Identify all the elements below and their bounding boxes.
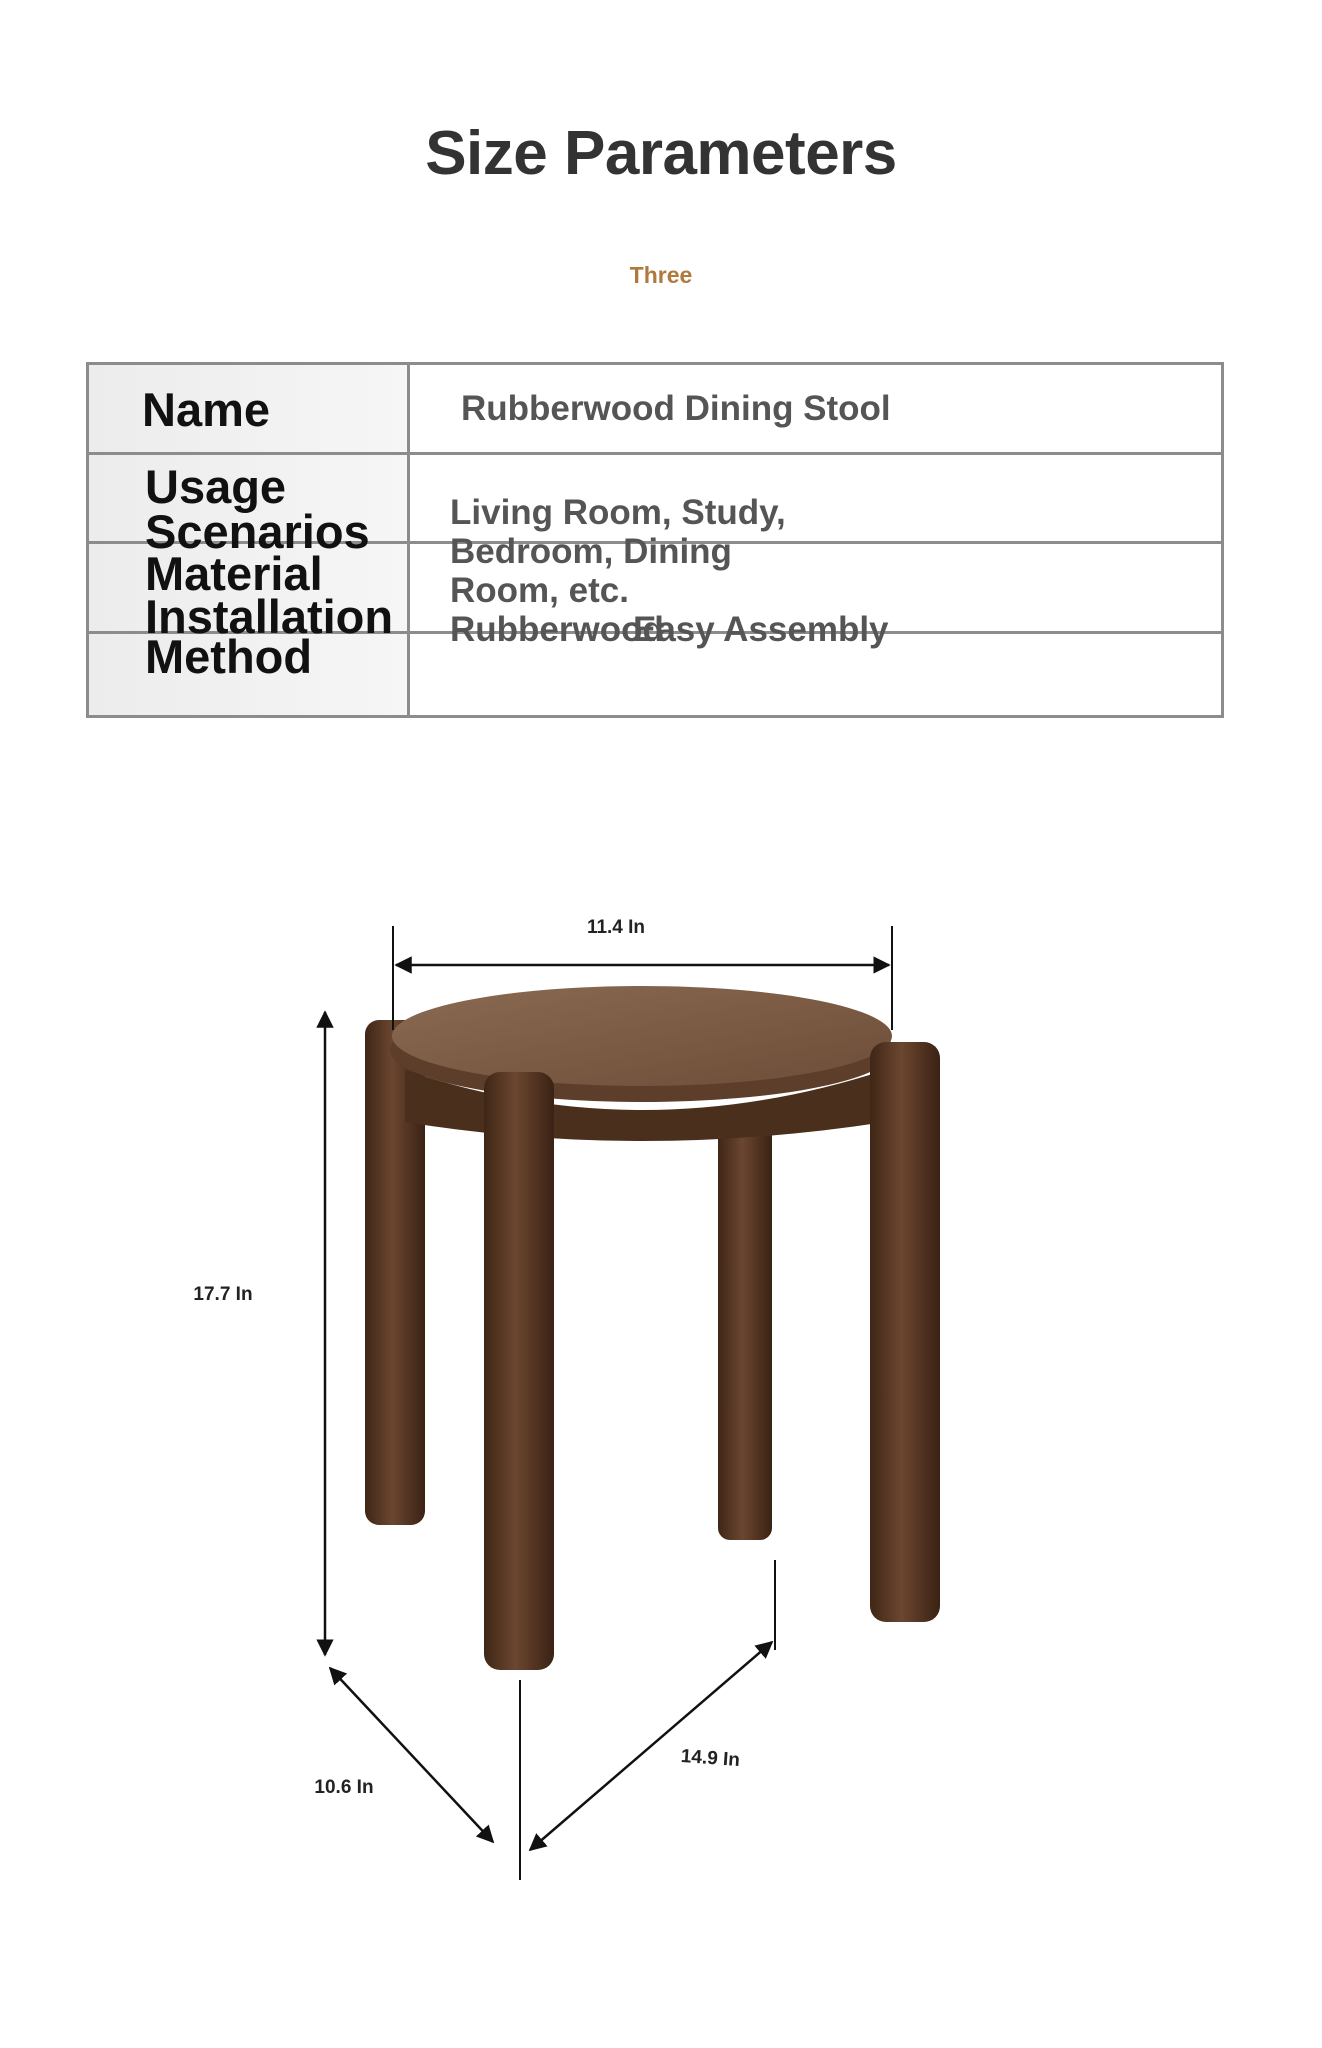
leg-front-left — [484, 1072, 554, 1670]
depth-left-dimension-arrow — [330, 1668, 493, 1842]
row-divider — [89, 452, 1221, 455]
page-subtitle: Three — [629, 262, 693, 288]
height-dimension-label: 17.7 In — [193, 1284, 253, 1305]
spec-label-installation: Installation Method — [145, 590, 394, 683]
spec-value-name: Rubberwood Dining Stool — [461, 389, 891, 428]
stool-seat — [392, 986, 892, 1086]
spec-value-installation: Easy Assembly — [633, 610, 889, 649]
stool-illustration — [0, 860, 1322, 1920]
spec-value-usage: Living Room, Study, Bedroom, Dining Room, etc. — [450, 493, 786, 610]
leg-back-right — [718, 1110, 772, 1540]
depth-left-dimension-label: 10.6 In — [314, 1777, 374, 1798]
spec-label-usage: Usage Scenarios — [145, 460, 370, 558]
depth-right-dimension-label: 14.9 In — [680, 1745, 741, 1772]
leg-front-right — [870, 1042, 940, 1622]
depth-right-dimension-arrow — [530, 1642, 772, 1850]
spec-label-name: Name — [142, 383, 271, 436]
spec-table — [86, 362, 1224, 718]
column-divider — [407, 365, 410, 715]
spec-label-material: Material — [145, 547, 323, 600]
spec-value-material: Rubberwood — [450, 610, 664, 649]
width-dimension-label: 11.4 In — [586, 917, 646, 938]
page-title: Size Parameters — [425, 119, 897, 188]
